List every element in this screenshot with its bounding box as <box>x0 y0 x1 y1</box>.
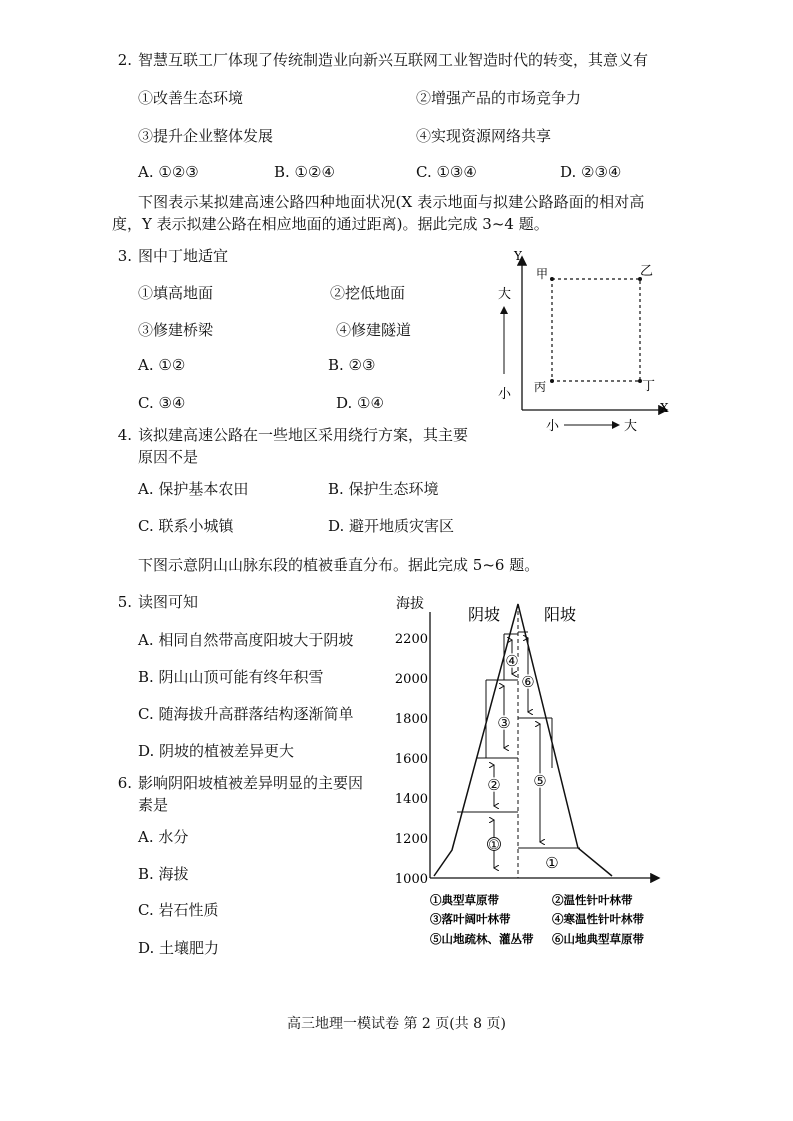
y-small-label: 小 <box>498 387 512 402</box>
q2-stem: 智慧互联工厂体现了传统制造业向新兴互联网工业智造时代的转变，其意义有 <box>138 51 649 69</box>
tick-1200: 1200 <box>394 832 428 847</box>
tick-1600: 1600 <box>394 752 428 767</box>
q2-choice-a: A. ①②③ <box>138 163 199 181</box>
mountain-outline <box>434 604 612 876</box>
q4-stem-line1: 该拟建高速公路在一些地区采用绕行方案，其主要 <box>138 426 469 444</box>
q2-item-4: ④实现资源网络共享 <box>416 127 552 145</box>
q5-stem: 读图可知 <box>138 593 199 611</box>
q5-number: 5. <box>117 593 132 611</box>
shady-zone2-mark: ② <box>487 776 501 794</box>
tick-2200: 2200 <box>394 632 428 647</box>
q3-stem: 图中丁地适宜 <box>138 247 229 265</box>
label-ding: 丁 <box>642 379 656 394</box>
altitude-label: 海拔 <box>396 596 424 612</box>
shady-zone4-mark: ④ <box>505 652 519 670</box>
legend-4: ④寒温性针叶林带 <box>552 912 644 926</box>
x-big-label: 大 <box>624 419 638 434</box>
q2-choice-b: B. ①②④ <box>274 163 335 181</box>
label-jia: 甲 <box>536 267 549 281</box>
legend-6: ⑥山地典型草原带 <box>552 932 644 946</box>
legend-2: ②温性针叶林带 <box>552 893 633 907</box>
vegetation-zonation-figure <box>390 590 670 955</box>
q3-item-1: ①填高地面 <box>138 284 214 302</box>
legend-1: ①典型草原带 <box>430 893 499 907</box>
q5-choice-b: B. 阴山山顶可能有终年积雪 <box>138 668 324 686</box>
intro-3-4-line1: 下图表示某拟建高速公路四种地面状况(X 表示地面与拟建公路路面的相对高 <box>138 193 645 211</box>
q6-choice-b: B. 海拔 <box>138 865 189 883</box>
point-bing <box>550 379 554 383</box>
point-jia <box>550 277 554 281</box>
q3-item-2: ②挖低地面 <box>330 284 406 302</box>
q3-choice-d: D. ①④ <box>336 394 384 412</box>
q6-choice-d: D. 土壤肥力 <box>138 939 220 957</box>
tick-1400: 1400 <box>394 792 428 807</box>
q6-number: 6. <box>117 774 132 792</box>
q2-choice-c: C. ①③④ <box>416 163 477 181</box>
q2-number: 2. <box>117 51 132 69</box>
q5-choice-c: C. 随海拔升高群落结构逐渐简单 <box>138 705 354 723</box>
tick-2000: 2000 <box>394 672 428 687</box>
x-small-label: 小 <box>546 419 560 434</box>
ground-condition-box <box>552 279 640 381</box>
q2-choice-d: D. ②③④ <box>560 163 622 181</box>
q3-choice-b: B. ②③ <box>328 356 376 374</box>
legend-5: ⑤山地疏林、灌丛带 <box>430 932 534 946</box>
label-yi: 乙 <box>640 264 654 279</box>
q4-choice-c: C. 联系小城镇 <box>138 517 234 535</box>
shady-zone3-mark: ③ <box>497 714 511 732</box>
y-axis-label: Y <box>514 249 522 263</box>
sunny-zone5-mark: ⑤ <box>533 772 547 790</box>
q6-stem-line1: 影响阴阳坡植被差异明显的主要因 <box>138 774 364 792</box>
x-axis-label: X <box>660 401 669 415</box>
q3-choice-a: A. ①② <box>138 356 186 374</box>
road-condition-figure <box>486 246 676 438</box>
sunny-slope-label: 阳坡 <box>544 605 577 624</box>
q3-item-3: ③修建桥梁 <box>138 321 214 339</box>
q5-choice-a: A. 相同自然带高度阳坡大于阴坡 <box>138 631 354 649</box>
intro-3-4-line2: 度，Y 表示拟建公路在相应地面的通过距离)。据此完成 3~4 题。 <box>112 215 549 233</box>
shady-slope-label: 阴坡 <box>468 605 501 624</box>
page-footer: 高三地理一模试卷 第 2 页(共 8 页) <box>287 1016 506 1032</box>
q4-choice-a: A. 保护基本农田 <box>138 480 249 498</box>
y-big-label: 大 <box>498 287 512 302</box>
q4-stem-line2: 原因不是 <box>138 448 199 466</box>
q2-item-1: ①改善生态环境 <box>138 89 244 107</box>
legend-3: ③落叶阔叶林带 <box>430 912 511 926</box>
q5-choice-d: D. 阴坡的植被差异更大 <box>138 742 295 760</box>
q6-choice-c: C. 岩石性质 <box>138 901 219 919</box>
q3-item-4: ④修建隧道 <box>336 321 412 339</box>
q4-choice-d: D. 避开地质灾害区 <box>328 517 455 535</box>
q4-choice-b: B. 保护生态环境 <box>328 480 439 498</box>
sunny-zone1-mark: ① <box>545 854 559 872</box>
q6-choice-a: A. 水分 <box>138 828 189 846</box>
label-bing: 丙 <box>534 380 547 394</box>
q4-number: 4. <box>117 426 132 444</box>
tick-1000: 1000 <box>394 872 428 887</box>
q3-number: 3. <box>117 247 132 265</box>
intro-5-6: 下图示意阴山山脉东段的植被垂直分布。据此完成 5~6 题。 <box>138 556 540 574</box>
sunny-zone6-mark: ⑥ <box>521 673 535 691</box>
q2-item-3: ③提升企业整体发展 <box>138 127 274 145</box>
q3-choice-c: C. ③④ <box>138 394 186 412</box>
tick-1800: 1800 <box>394 712 428 727</box>
q2-item-2: ②增强产品的市场竞争力 <box>416 89 582 107</box>
q6-stem-line2: 素是 <box>138 796 169 814</box>
shady-zone1-mark: ① <box>488 838 500 853</box>
